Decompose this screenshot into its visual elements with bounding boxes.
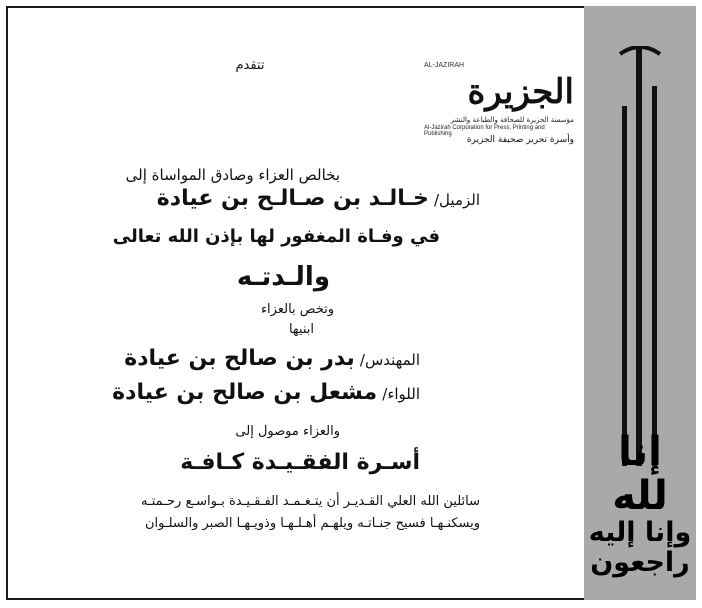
editorial-team: وأسرة تحرير صحيفة الجزيرة: [466, 135, 574, 145]
verse-line-1: إنا لله: [612, 429, 668, 519]
colleague-line: [157, 186, 480, 211]
specific-condolence: وتخص بالعزاء: [260, 302, 334, 317]
calligraphy-decoration: [618, 46, 662, 466]
condolence-intro: بخالص العزاء وصادق المواساة إلى: [125, 166, 340, 184]
on-death-line: في وفـاة المغفور لها بإذن الله تعالى: [112, 226, 440, 247]
son2-title: اللواء/: [382, 385, 420, 403]
son1-name: بدر بن صالح بن عيادة: [124, 346, 355, 371]
verse-panel: [584, 6, 696, 600]
prayer-line-1: سائلين الله العلي القـديـر أن يتـغـمـد الفـقـيـدة بـواسـع رحـمتـه: [140, 494, 480, 509]
son2-line: [112, 380, 420, 405]
logo-arabic: الجزيرة: [467, 72, 574, 112]
verse-line-3: راجعون: [590, 547, 690, 578]
son1-title: المهندس/: [359, 351, 420, 369]
colleague-name: خـالـد بن صـالـح بن عيادة: [156, 186, 429, 211]
aljazirah-logo: [424, 62, 574, 152]
son1-line: [124, 346, 420, 371]
prayer-line-2: ويسكنـهـا فسيح جنـاتـه ويلهـم أهـلـهـا وذويـهـا الصبر والسلـوان: [144, 516, 480, 531]
org-english: Al-Jazirah Corporation for Press, Printing and Publishing: [424, 125, 545, 137]
extended-condolence: والعزاء موصول إلى: [235, 424, 340, 439]
deceased-label: والـدتـه: [236, 262, 330, 292]
sons-label: ابنيها: [288, 322, 314, 337]
logo-english: AL-JAZIRAH: [424, 62, 465, 69]
colleague-prefix: الزميل/: [434, 191, 480, 209]
verse-line-2: وإنا إليه: [588, 517, 692, 548]
son2-name: مشعل بن صالح بن عيادة: [112, 380, 378, 405]
verse-text: [584, 430, 696, 578]
family-label: أسـرة الفقـيـدة كـافـة: [180, 450, 420, 475]
presents-label: تتقدم: [235, 58, 265, 73]
org-arabic: مؤسسة الجزيرة للصحافة والطباعة والنشر: [450, 116, 574, 124]
